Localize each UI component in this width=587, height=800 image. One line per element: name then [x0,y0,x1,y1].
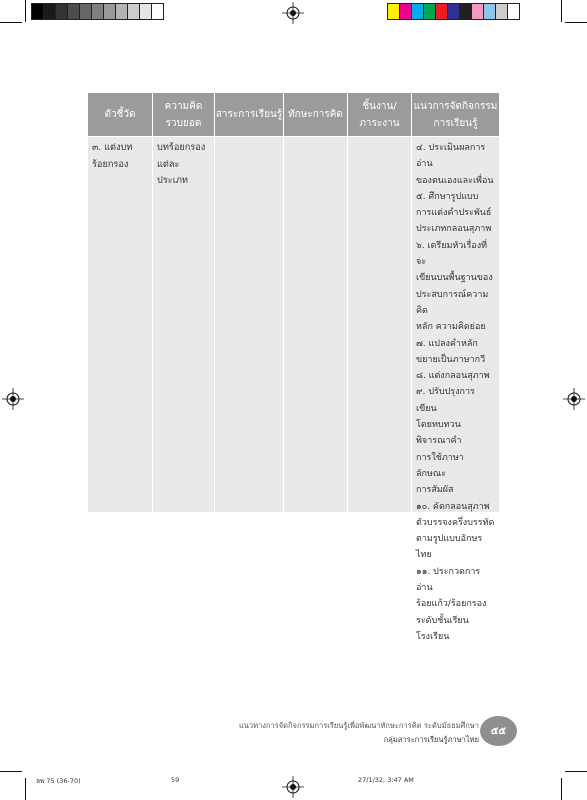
crop-mark [565,771,587,772]
crop-mark [561,778,562,800]
header-activity [412,93,499,136]
slug-page: 59 [171,776,180,784]
color-swatch [151,3,164,20]
crop-mark [0,22,22,23]
cell-thinking-skill-text [284,137,347,143]
slug-file-name: ลพ 75 (36-70) [36,777,81,785]
cell-content [215,137,283,512]
cell-content-text [215,137,283,143]
header-activity-label: แนวการจัดกิจกรรม การเรียนรู้ [413,100,498,129]
header-content [215,93,283,136]
cell-activity-text: ๔. ประเมินผลการอ่าน ของตนเองและเพื่อน ๕. ศึกษารูปแบบ การแต่งคำประพันธ์ ประเภทกลอนสุภาพ ๖. เตรียมหัวเรื่องที่จะ เขียนบนพื้นฐานของ ประสบการณ์ความคิด หลัก ความคิดย่อย ๗. แปลงคำหลัก ขยายเป็นภาษากวี ๘. แต่งกลอนสุภาพ ๙. ปรับปรุงการเขียน โดยทบทวน พิจารณาคำ การใช้ภาษา ลักษณะ การสัมผัส ๑๐. คัดกลอนสุภาพ ตัวบรรจงครึ่งบรรทัด ตามรูปแบบอักษรไทย ๑๑. ประกวดการอ่าน ร้อยแก้ว/ร้อยกรอง ระดับชั้นเรียน โรงเรียน [416,143,495,642]
header-concept-label: ความคิด รวบยอด [164,100,203,129]
process-color-bar [387,3,519,20]
header-task-label: ชิ้นงาน/ ภาระงาน [359,100,400,129]
footer-book-title: แนวทางการจัดกิจกรรมการเรียนรู้เพื่อพัฒนาทักษะการคิด ระดับมัธยมศึกษา [238,721,479,730]
header-task [348,93,411,136]
slug-datetime: 27/1/32, 3:47 AM [358,776,414,784]
crop-mark [25,778,26,800]
crop-mark [565,22,587,23]
footer-subject-group: กลุ่มสาระการเรียนรู้ภาษาไทย [383,735,479,744]
page-number: ๕๕ [490,725,507,737]
header-thinking-skill-label: ทักษะการคิด [288,109,343,120]
registration-mark-icon [563,388,585,410]
crop-mark [0,771,22,772]
cell-indicator [88,137,152,512]
crop-mark [561,0,562,22]
cell-indicator-text: ๓. แต่งบท ร้อยกรอง [92,142,133,170]
cell-activity [412,137,499,642]
page-number-badge [480,716,517,746]
crop-mark [25,0,26,22]
header-indicator [88,93,152,136]
cell-concept [153,137,214,512]
cell-thinking-skill [284,137,347,512]
registration-mark-icon [2,388,24,410]
header-thinking-skill [284,93,347,136]
header-content-label: สาระการเรียนรู้ [215,109,283,120]
cell-concept-text: บทร้อยกรอง แต่ละประเภท [157,142,206,187]
registration-mark-icon [282,776,304,798]
cell-task-text [348,137,411,143]
color-swatch [507,3,520,20]
cell-task [348,137,411,512]
header-concept [153,93,214,136]
registration-mark-icon [282,2,304,24]
grayscale-color-bar [31,3,163,20]
header-indicator-label: ตัวชี้วัด [104,109,136,120]
